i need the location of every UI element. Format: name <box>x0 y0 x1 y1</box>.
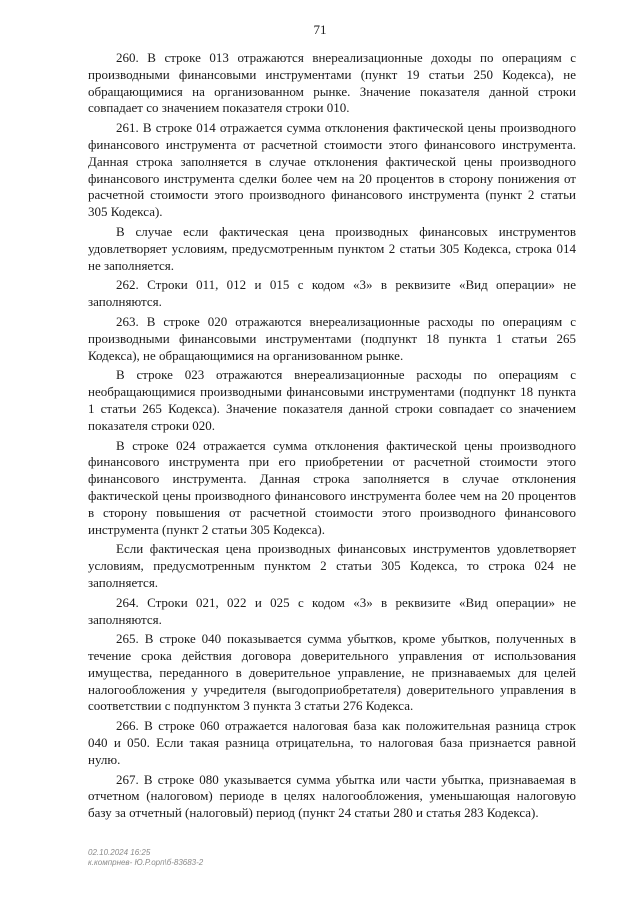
paragraph-261: 261. В строке 014 отражается сумма отклонения фактической цены производного финансового инструмента от расчетной стоимости этого финансового инструмента. Данная строка заполняется в случае отклонения фактической цены производного финансового инструмента сделки более чем на 20 процентов в сторону понижения от расчетной стоимости этого производного финансового инструмента (пункт 2 статьи 305 Кодекса). <box>88 120 576 220</box>
page-number: 71 <box>313 22 327 37</box>
footer-timestamp: 02.10.2024 16:25 <box>88 848 151 857</box>
paragraph-263-note: Если фактическая цена производных финансовых инструментов удовлетворяет условиям, предусмотренным пунктом 2 статьи 305 Кодекса, то строка 024 не заполняется. <box>88 541 576 590</box>
paragraph-264: 264. Строки 021, 022 и 025 с кодом «3» в реквизите «Вид операции» не заполняются. <box>88 594 576 627</box>
paragraph-265: 265. В строке 040 показывается сумма убытков, кроме убытков, полученных в течение срока действия договора доверительного управления от использования имущества, переданного в доверительное управление, не признаваемых для целей налогообложения у учредителя (выгодоприобретателя) доверительного управления в соответствии с подпунктом 3 пункта 3 статьи 276 Кодекса. <box>88 631 576 714</box>
paragraph-263-line-024: В строке 024 отражается сумма отклонения фактической цены производного финансового инструмента при его приобретении от расчетной стоимости этого финансового инструмента. Данная строка заполняется в случае отклонения фактической цены производного финансового инструмента более чем на 20 процентов в сторону повышения от расчетной стоимости этого производного финансового инструмента (пункт 2 статьи 305 Кодекса). <box>88 437 576 537</box>
paragraph-267: 267. В строке 080 указывается сумма убытка или части убытка, признаваемая в отчетном (налоговом) периоде в целях налогообложения, уменьшающая налоговую базу за отчетный (налоговый) период (пункт 24 статьи 280 и статья 283 Кодекса). <box>88 771 576 821</box>
paragraph-266: 266. В строке 060 отражается налоговая база как положительная разница строк 040 и 050. Если такая разница отрицательна, то налоговая база признается равной нулю. <box>88 718 576 767</box>
paragraph-262: 262. Строки 011, 012 и 015 с кодом «3» в реквизите «Вид операции» не заполняются. <box>88 277 576 310</box>
paragraph-261-note: В случае если фактическая цена производных финансовых инструментов удовлетворяет условиям, предусмотренным пунктом 2 статьи 305 Кодекса, строка 014 не заполняется. <box>88 223 576 273</box>
paragraph-260: 260. В строке 013 отражаются внереализационные доходы по операциям с производными финансовыми инструментами (пункт 19 статьи 250 Кодекса), не обращающимися на организованном рынке. Значение показателя данной строки совпадает со значением показателя строки 010. <box>88 50 576 116</box>
document-body <box>88 50 576 825</box>
paragraph-263: 263. В строке 020 отражаются внереализационные расходы по операциям с производными финансовыми инструментами (подпункт 18 пункта 1 статьи 265 Кодекса), не обращающимися на организованном рынке. <box>88 313 576 363</box>
paragraph-263-line-023: В строке 023 отражаются внереализационные расходы по операциям с необращающимися производными финансовыми инструментами (подпункт 18 пункта 1 статьи 265 Кодекса). Значение показателя данной строки совпадает со значением показателя строки 020. <box>88 367 576 433</box>
footer-stamp <box>88 848 203 868</box>
footer-file-ref: к.компрнев- Ю.Р.орп\б-83683-2 <box>88 858 204 867</box>
